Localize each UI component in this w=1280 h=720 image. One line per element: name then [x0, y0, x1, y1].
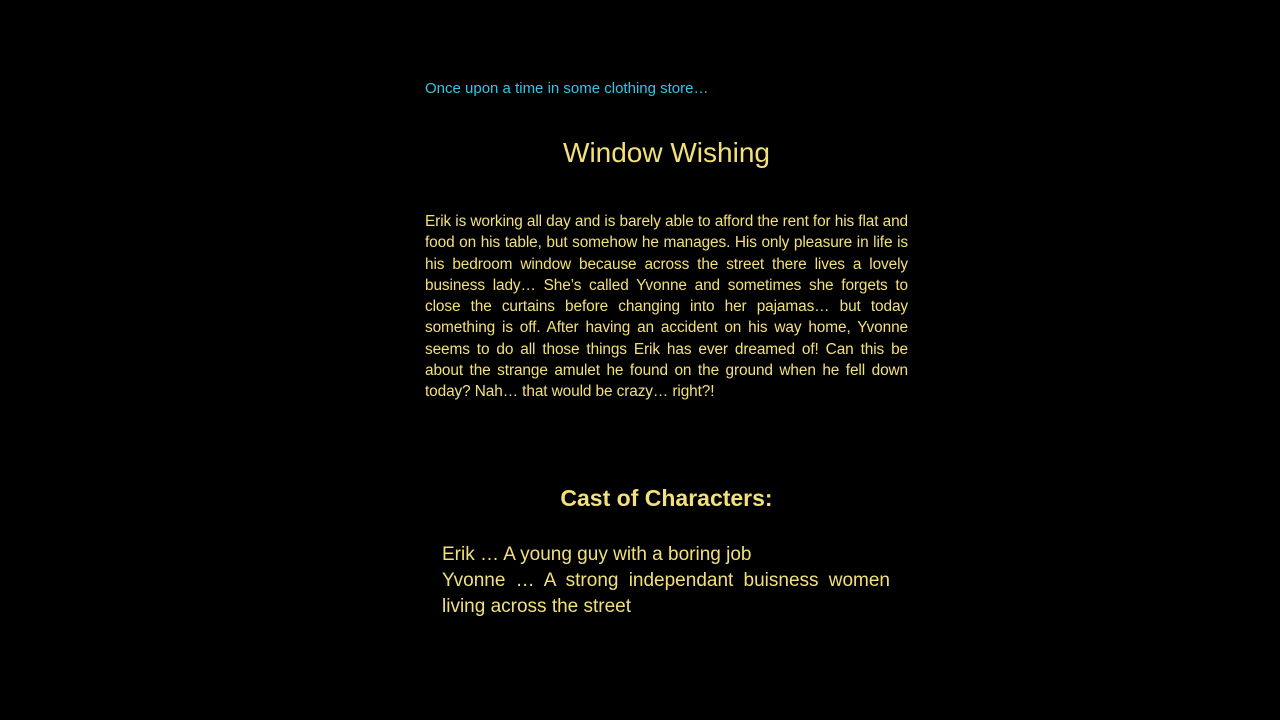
- cast-item-yvonne: Yvonne … A strong independant buisness women living across the street: [442, 570, 890, 617]
- cast-heading: Cast of Characters:: [560, 485, 773, 511]
- synopsis-paragraph: Erik is working all day and is barely able to afford the rent for his flat and food on his table, but somehow he manages. His only pleasure in life is his bedroom window because across the street there lives a lovely business lady… She’s called Yvonne and sometimes she forgets to close the curtains before changing into her pajamas… but today something is off. After having an accident on his way home, Yvonne seems to do all those things Erik has ever dreamed of! Can this be about the strange amulet he found on the ground when he fell down today? Nah… that would be crazy… right?!: [425, 213, 908, 401]
- page-title: Window Wishing: [563, 137, 770, 168]
- cast-item-erik: Erik … A young guy with a boring job: [442, 544, 752, 565]
- intro-text: Once upon a time in some clothing store…: [425, 80, 709, 97]
- cast-list: [442, 542, 890, 620]
